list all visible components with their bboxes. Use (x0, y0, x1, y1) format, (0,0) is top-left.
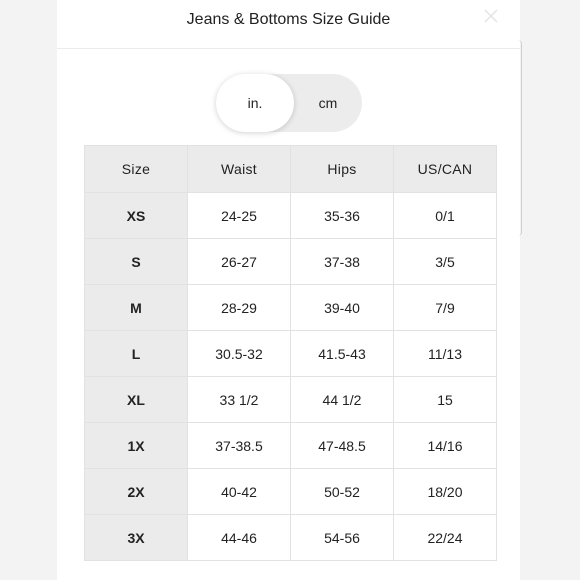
size-cell: XL (85, 377, 188, 423)
size-cell: S (85, 239, 188, 285)
unit-option-cm[interactable]: cm (318, 95, 338, 111)
modal-header (57, 0, 520, 49)
hips-cell: 47-48.5 (291, 423, 394, 469)
size-cell: 2X (85, 469, 188, 515)
size-table (84, 145, 497, 561)
waist-cell: 26-27 (188, 239, 291, 285)
hips-cell: 54-56 (291, 515, 394, 561)
waist-cell: 40-42 (188, 469, 291, 515)
us-can-cell: 22/24 (394, 515, 497, 561)
column-header-waist: Waist (188, 146, 291, 193)
size-cell: XS (85, 193, 188, 239)
table-row (85, 285, 497, 331)
us-can-cell: 15 (394, 377, 497, 423)
modal-title: Jeans & Bottoms Size Guide (186, 11, 391, 28)
units-toggle (216, 74, 362, 132)
hips-cell: 41.5-43 (291, 331, 394, 377)
waist-cell: 24-25 (188, 193, 291, 239)
us-can-cell: 7/9 (394, 285, 497, 331)
us-can-cell: 3/5 (394, 239, 497, 285)
hips-cell: 35-36 (291, 193, 394, 239)
column-header-size: Size (85, 146, 188, 193)
unit-option-in[interactable]: in. (216, 74, 294, 132)
table-row (85, 423, 497, 469)
table-row (85, 331, 497, 377)
size-cell: M (85, 285, 188, 331)
hips-cell: 44 1/2 (291, 377, 394, 423)
table-row (85, 377, 497, 423)
close-icon[interactable] (483, 8, 499, 24)
hips-cell: 50-52 (291, 469, 394, 515)
column-header-hips: Hips (291, 146, 394, 193)
table-row (85, 193, 497, 239)
size-cell: L (85, 331, 188, 377)
us-can-cell: 11/13 (394, 331, 497, 377)
size-guide-modal (57, 0, 520, 580)
table-header-row (85, 146, 497, 193)
size-cell: 3X (85, 515, 188, 561)
us-can-cell: 18/20 (394, 469, 497, 515)
column-header-us-can: US/CAN (394, 146, 497, 193)
hips-cell: 39-40 (291, 285, 394, 331)
waist-cell: 30.5-32 (188, 331, 291, 377)
waist-cell: 44-46 (188, 515, 291, 561)
table-row (85, 515, 497, 561)
size-cell: 1X (85, 423, 188, 469)
waist-cell: 37-38.5 (188, 423, 291, 469)
table-row (85, 239, 497, 285)
hips-cell: 37-38 (291, 239, 394, 285)
waist-cell: 28-29 (188, 285, 291, 331)
modal-scrollbar[interactable] (516, 40, 522, 236)
us-can-cell: 14/16 (394, 423, 497, 469)
waist-cell: 33 1/2 (188, 377, 291, 423)
table-row (85, 469, 497, 515)
us-can-cell: 0/1 (394, 193, 497, 239)
